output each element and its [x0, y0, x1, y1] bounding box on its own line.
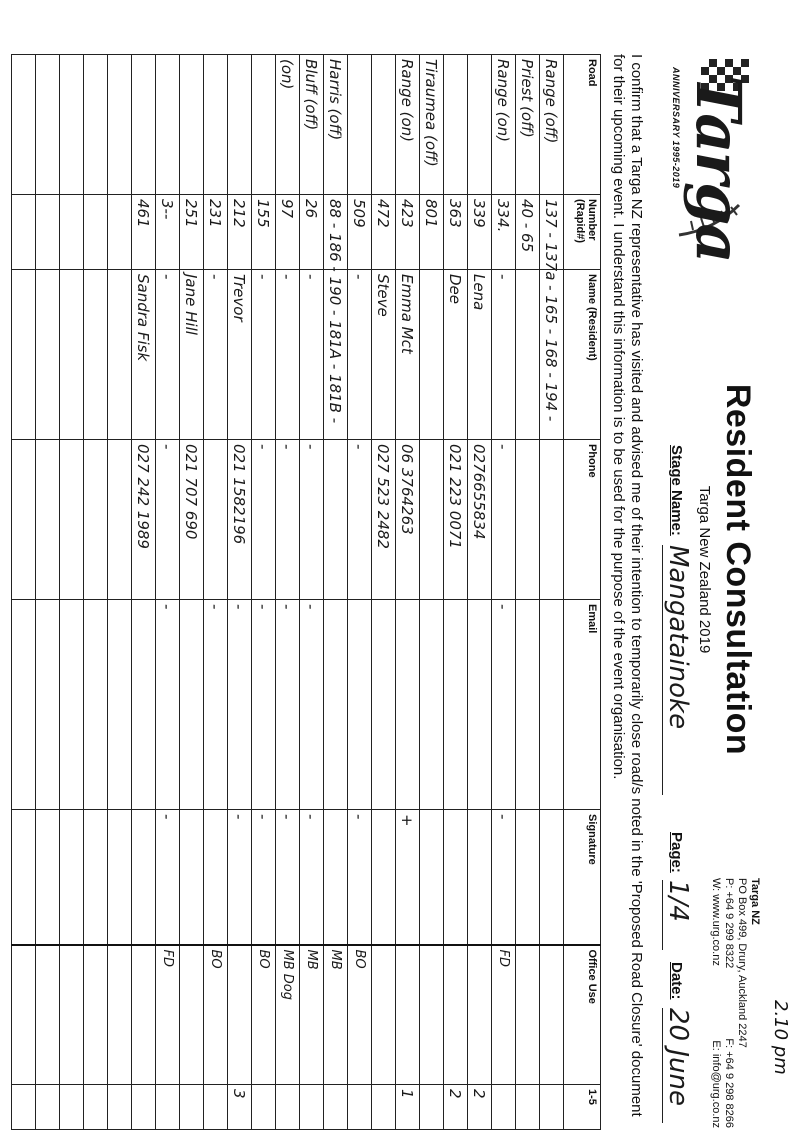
cell-score: 2 — [444, 1085, 468, 1130]
table-row — [36, 55, 60, 1130]
cell-phone — [84, 440, 108, 600]
table-row — [372, 55, 396, 1130]
table-row — [396, 55, 420, 1130]
cell-road — [180, 55, 204, 195]
cell-signature — [324, 810, 348, 945]
cell-score — [60, 1085, 84, 1130]
cell-score — [276, 1085, 300, 1130]
cell-office: MB — [300, 945, 324, 1085]
cell-score: 1 — [396, 1085, 420, 1130]
cell-signature: - — [300, 810, 324, 945]
cell-phone: 027 523 2482 — [372, 440, 396, 600]
cell-signature — [108, 810, 132, 945]
resident-table — [11, 54, 601, 1130]
cell-score — [420, 1085, 444, 1130]
cell-name: - — [276, 270, 300, 440]
stage-name-label: Stage Name: — [668, 445, 685, 536]
cell-name — [60, 270, 84, 440]
cell-phone — [420, 440, 444, 600]
table-row — [300, 55, 324, 1130]
company-address: PO Box 499, Drury, Auckland 2247 — [736, 878, 748, 1048]
table-row — [228, 55, 252, 1130]
cell-name: Sandra Fisk — [132, 270, 156, 440]
cell-signature — [180, 810, 204, 945]
cell-road — [132, 55, 156, 195]
logo-wordmark: Targa — [682, 75, 755, 262]
cell-phone — [324, 440, 348, 600]
cell-signature: - — [156, 810, 180, 945]
cell-email: - — [300, 600, 324, 810]
cell-number: 423 — [396, 195, 420, 270]
table-row — [324, 55, 348, 1130]
cell-score — [132, 1085, 156, 1130]
cell-signature — [12, 810, 36, 945]
cell-phone: 027 242 1989 — [132, 440, 156, 600]
cell-road — [252, 55, 276, 195]
cell-email — [12, 600, 36, 810]
cell-phone: 021 1582196 — [228, 440, 252, 600]
cell-road: (on) — [276, 55, 300, 195]
table-row — [252, 55, 276, 1130]
cell-number — [84, 195, 108, 270]
cell-number: 3-- — [156, 195, 180, 270]
cell-number: 472 — [372, 195, 396, 270]
cell-name — [84, 270, 108, 440]
col-office-use: Office Use — [564, 945, 601, 1085]
cell-signature — [84, 810, 108, 945]
company-details — [709, 878, 761, 1128]
table-body — [12, 55, 564, 1130]
page-subtitle: Targa New Zealand 2019 — [696, 485, 713, 654]
col-email: Email — [564, 600, 601, 810]
cell-road — [12, 55, 36, 195]
cell-email — [84, 600, 108, 810]
cell-office — [468, 945, 492, 1085]
cell-score — [84, 1085, 108, 1130]
cell-phone: - — [156, 440, 180, 600]
cell-office — [516, 945, 540, 1085]
cell-signature: + — [396, 810, 420, 945]
cell-office — [36, 945, 60, 1085]
cell-phone — [204, 440, 228, 600]
cell-email: - — [492, 600, 516, 810]
cell-email — [60, 600, 84, 810]
cell-road — [84, 55, 108, 195]
col-name: Name (Resident) — [564, 270, 601, 440]
page-label: Page: — [668, 832, 685, 873]
cell-number: 97 — [276, 195, 300, 270]
cell-office: BO — [204, 945, 228, 1085]
col-score: 1-5 — [564, 1085, 601, 1130]
table-row — [276, 55, 300, 1130]
cell-score — [492, 1085, 516, 1130]
cell-name: Trevor — [228, 270, 252, 440]
cell-office — [420, 945, 444, 1085]
cell-phone: - — [492, 440, 516, 600]
table-row — [108, 55, 132, 1130]
cell-road — [468, 55, 492, 195]
cell-score — [372, 1085, 396, 1130]
cell-road — [204, 55, 228, 195]
cell-signature — [540, 810, 564, 945]
cell-office — [396, 945, 420, 1085]
cell-road: Range (on) — [396, 55, 420, 195]
cell-score — [300, 1085, 324, 1130]
cell-email — [516, 600, 540, 810]
cell-signature — [132, 810, 156, 945]
cell-score — [516, 1085, 540, 1130]
cell-score — [348, 1085, 372, 1130]
cell-name: Dee — [444, 270, 468, 440]
col-number: Number (Rapid#) — [564, 195, 601, 270]
cell-email — [396, 600, 420, 810]
cell-phone: - — [300, 440, 324, 600]
cell-email — [324, 600, 348, 810]
cell-email — [540, 600, 564, 810]
consent-statement: I confirm that a Targa NZ representative has visited and advised me of their intention to temporarily close road/s noted in the 'Proposed Road Closure' document for their upcoming event. I understand this information is to be used for the purpose of the event organisation. — [610, 54, 645, 1117]
logo-anniversary: ANNIVERSARY 1995-2019 — [671, 67, 681, 189]
cell-road: Harris (off) — [324, 55, 348, 195]
company-web: W: www.urg.co.nz — [710, 878, 722, 966]
table-row — [132, 55, 156, 1130]
table-row — [516, 55, 540, 1130]
cell-signature: - — [276, 810, 300, 945]
cell-phone: 0276655834 — [468, 440, 492, 600]
cell-road — [348, 55, 372, 195]
cell-office — [372, 945, 396, 1085]
cell-name — [108, 270, 132, 440]
cell-email — [372, 600, 396, 810]
cell-email: - — [204, 600, 228, 810]
cell-phone: 021 707 690 — [180, 440, 204, 600]
cell-road: Priest (off) — [516, 55, 540, 195]
cell-score — [180, 1085, 204, 1130]
cell-number: 363 — [444, 195, 468, 270]
cell-office — [84, 945, 108, 1085]
cell-signature — [420, 810, 444, 945]
time-note: 2.10 pm — [770, 1000, 791, 1075]
cell-email — [36, 600, 60, 810]
cell-signature — [444, 810, 468, 945]
cell-office: FD — [156, 945, 180, 1085]
cell-email: - — [156, 600, 180, 810]
cell-signature: - — [252, 810, 276, 945]
cell-office — [12, 945, 36, 1085]
cell-number: 137 - 137a - 165 - 168 - 194 - — [540, 195, 564, 270]
cell-number: 251 — [180, 195, 204, 270]
cell-name — [36, 270, 60, 440]
company-email: E: info@urg.co.nz — [710, 1040, 722, 1128]
cell-score — [324, 1085, 348, 1130]
date-value: 20 June — [662, 1008, 693, 1123]
cell-number: 509 — [348, 195, 372, 270]
col-phone: Phone — [564, 440, 601, 600]
cell-email — [132, 600, 156, 810]
cell-office — [132, 945, 156, 1085]
cell-score: 2 — [468, 1085, 492, 1130]
table-header-row — [564, 55, 601, 1130]
cell-road — [108, 55, 132, 195]
cell-signature — [60, 810, 84, 945]
cell-road — [156, 55, 180, 195]
col-road: Road — [564, 55, 601, 195]
cell-score — [156, 1085, 180, 1130]
cell-name — [12, 270, 36, 440]
cell-road — [36, 55, 60, 195]
cell-number: 461 — [132, 195, 156, 270]
cell-name: - — [252, 270, 276, 440]
cell-name — [516, 270, 540, 440]
cell-name: Emma Mct — [396, 270, 420, 440]
cell-score — [204, 1085, 228, 1130]
table-row — [492, 55, 516, 1130]
cell-office: BO — [348, 945, 372, 1085]
company-name: Targa NZ — [749, 878, 761, 925]
cell-number: 40 - 65 — [516, 195, 540, 270]
cell-email — [348, 600, 372, 810]
cell-number: 339 — [468, 195, 492, 270]
cell-office — [60, 945, 84, 1085]
table-row — [84, 55, 108, 1130]
cell-email: - — [276, 600, 300, 810]
cell-name: - — [204, 270, 228, 440]
cell-email — [468, 600, 492, 810]
table-row — [156, 55, 180, 1130]
cell-phone — [12, 440, 36, 600]
cell-road: Range (off) — [540, 55, 564, 195]
cell-name: Steve — [372, 270, 396, 440]
cell-number: 334. — [492, 195, 516, 270]
cell-email — [108, 600, 132, 810]
table-row — [60, 55, 84, 1130]
cell-phone: 021 223 0071 — [444, 440, 468, 600]
table-row — [180, 55, 204, 1130]
cell-phone: - — [276, 440, 300, 600]
cell-office: MB Dog — [276, 945, 300, 1085]
cell-number — [108, 195, 132, 270]
cell-name: Jane Hill — [180, 270, 204, 440]
cell-office: MB — [324, 945, 348, 1085]
cell-phone: - — [348, 440, 372, 600]
table-row — [12, 55, 36, 1130]
cell-phone — [540, 440, 564, 600]
cell-road — [372, 55, 396, 195]
date-label: Date: — [668, 962, 685, 1000]
cell-name: - — [300, 270, 324, 440]
cell-score — [252, 1085, 276, 1130]
table-row — [540, 55, 564, 1130]
cell-email — [180, 600, 204, 810]
cell-phone: 06 3764263 — [396, 440, 420, 600]
cell-office — [228, 945, 252, 1085]
cell-name: - — [492, 270, 516, 440]
cell-signature — [516, 810, 540, 945]
cell-signature — [204, 810, 228, 945]
cell-number — [60, 195, 84, 270]
cell-signature: - — [228, 810, 252, 945]
cell-score — [540, 1085, 564, 1130]
cell-office — [180, 945, 204, 1085]
cell-number: 155 — [252, 195, 276, 270]
table-row — [468, 55, 492, 1130]
cell-email — [444, 600, 468, 810]
cell-number — [36, 195, 60, 270]
cell-office — [444, 945, 468, 1085]
cell-road — [60, 55, 84, 195]
cell-number: 88 - 186 - 190 - 181A - 181B - — [324, 195, 348, 270]
cell-number: 26 — [300, 195, 324, 270]
cell-signature: - — [492, 810, 516, 945]
cell-signature — [468, 810, 492, 945]
table-row — [204, 55, 228, 1130]
table-row — [348, 55, 372, 1130]
cell-email: - — [252, 600, 276, 810]
cell-signature — [372, 810, 396, 945]
cell-email — [420, 600, 444, 810]
cell-number: 212 — [228, 195, 252, 270]
cell-score — [12, 1085, 36, 1130]
cell-office — [540, 945, 564, 1085]
table-row — [420, 55, 444, 1130]
cell-name: Lena — [468, 270, 492, 440]
cell-signature: - — [348, 810, 372, 945]
cell-number — [12, 195, 36, 270]
cell-name — [420, 270, 444, 440]
cell-score — [36, 1085, 60, 1130]
cell-road: Range (on) — [492, 55, 516, 195]
cell-office: FD — [492, 945, 516, 1085]
cell-score — [108, 1085, 132, 1130]
cell-name: - — [348, 270, 372, 440]
cell-office — [108, 945, 132, 1085]
cell-number: 801 — [420, 195, 444, 270]
cell-office: BO — [252, 945, 276, 1085]
company-fax: F: +64 9 298 8266 — [723, 1038, 735, 1128]
col-signature: Signature — [564, 810, 601, 945]
cell-phone — [516, 440, 540, 600]
cell-phone — [60, 440, 84, 600]
stage-name-value: Mangatainoke — [662, 545, 693, 795]
cell-email: - — [228, 600, 252, 810]
table-row — [444, 55, 468, 1130]
cell-road: Tiraumea (off) — [420, 55, 444, 195]
cell-phone — [36, 440, 60, 600]
cell-road: Bluff (off) — [300, 55, 324, 195]
company-phone: P: +64 9 299 8322 — [723, 878, 735, 969]
cell-name: - — [156, 270, 180, 440]
page-title: Resident Consultation — [719, 383, 757, 756]
cell-phone: - — [252, 440, 276, 600]
cell-road — [444, 55, 468, 195]
cell-signature — [36, 810, 60, 945]
cell-number: 231 — [204, 195, 228, 270]
cell-phone — [108, 440, 132, 600]
page-value: 1/4 — [662, 880, 693, 950]
cell-score: 3 — [228, 1085, 252, 1130]
cell-road — [228, 55, 252, 195]
